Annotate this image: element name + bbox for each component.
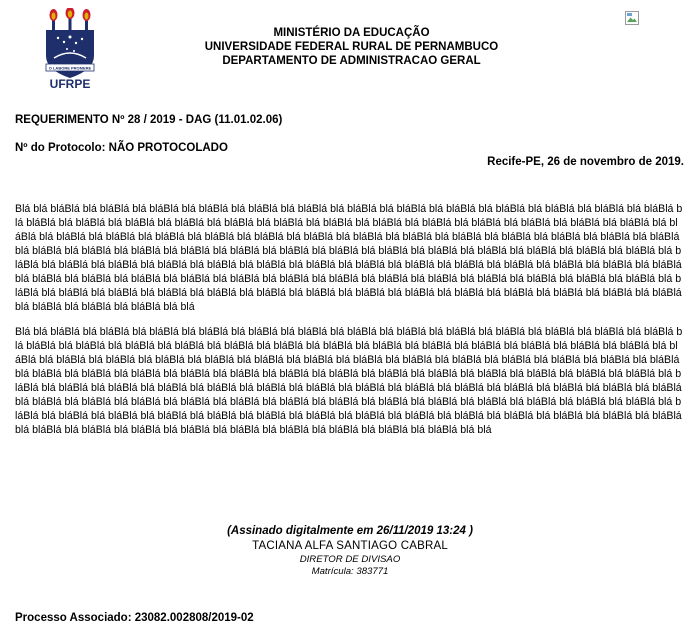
signer-role: DIRETOR DE DIVISAO xyxy=(299,554,401,565)
header-university: UNIVERSIDADE FEDERAL RURAL DE PERNAMBUCO xyxy=(204,41,499,53)
logo-banner-text: O LABORE PROMERE xyxy=(48,65,92,71)
document-header xyxy=(0,26,693,68)
logo-wordmark: UFRPE xyxy=(49,77,91,91)
signer-name: TACIANA ALFA SANTIAGO CABRAL xyxy=(252,540,448,552)
associated-process: Processo Associado: 23082.002808/2019-02 xyxy=(15,612,254,624)
requerimento-title: REQUERIMENTO Nº 28 / 2019 - DAG (11.01.02.06) xyxy=(15,114,283,126)
protocol-number: Nº do Protocolo: NÃO PROTOCOLADO xyxy=(15,142,228,154)
broken-image-icon xyxy=(624,10,640,26)
header-ministry: MINISTÉRIO DA EDUCAÇÃO xyxy=(273,27,430,39)
signature-timestamp: (Assinado digitalmente em 26/11/2019 13:24 ) xyxy=(227,525,473,537)
body-paragraph: Blá blá bláBlá blá bláBlá blá bláBlá blá bláBlá blá bláBlá blá bláBlá blá bláBlá blá bláBlá blá bláBlá blá bláBlá blá bláBlá blá bláBlá blá bláBlá blá bláBlá blá bláBlá blá bláBlá blá bláBlá blá bláBlá blá bláBlá blá bláBlá blá bláBlá blá bláBlá blá bláBlá blá bláBlá blá bláBlá blá bláBlá blá bláBlá blá bláBlá blá bláBlá blá bláBlá blá bláBlá blá bláBlá blá bláBlá blá bláBlá blá bláBlá blá bláBlá blá bláBlá blá bláBlá blá bláBlá blá bláBlá blá bláBlá blá bláBlá blá bláBlá blá bláBlá blá bláBlá blá bláBlá blá bláBlá blá bláBlá blá bláBlá blá bláBlá blá bláBlá blá bláBlá blá bláBlá blá bláBlá blá bláBlá blá bláBlá blá bláBlá blá bláBlá blá bláBlá blá bláBlá blá bláBlá blá bláBlá blá bláBlá blá bláBlá blá bláBlá blá bláBlá blá bláBlá blá bláBlá blá bláBlá blá bláBlá blá bláBlá blá bláBlá blá bláBlá blá bláBlá blá bláBlá blá bláBlá blá bláBlá blá bláBlá blá bláBlá blá bláBlá blá bláBlá blá bláBlá blá bláBlá blá bláBlá blá bláBlá blá bláBlá blá bláBlá blá bláBlá blá bláBlá blá bláBlá blá bláBlá blá bláBlá blá bláBlá blá bláBlá blá bláBlá blá bláBlá blá bláBlá blá bláBlá blá bláBlá blá bláBlá blá bláBlá blá bláBlá blá bláBlá blá blá xyxy=(15,326,683,436)
document-date: Recife-PE, 26 de novembro de 2019. xyxy=(487,156,684,168)
body-paragraph: Blá blá bláBlá blá bláBlá blá bláBlá blá bláBlá blá bláBlá blá bláBlá blá bláBlá blá bláBlá blá bláBlá blá bláBlá blá bláBlá blá bláBlá blá bláBlá blá bláBlá blá bláBlá blá bláBlá blá bláBlá blá bláBlá blá bláBlá blá bláBlá blá bláBlá blá bláBlá blá bláBlá blá bláBlá blá bláBlá blá bláBlá blá bláBlá blá bláBlá blá bláBlá blá bláBlá blá bláBlá blá bláBlá blá bláBlá blá bláBlá blá bláBlá blá bláBlá blá bláBlá blá bláBlá blá bláBlá blá bláBlá blá bláBlá blá bláBlá blá bláBlá blá bláBlá blá bláBlá blá bláBlá blá bláBlá blá bláBlá blá bláBlá blá bláBlá blá bláBlá blá bláBlá blá bláBlá blá bláBlá blá bláBlá blá bláBlá blá bláBlá blá bláBlá blá bláBlá blá bláBlá blá bláBlá blá bláBlá blá bláBlá blá bláBlá blá bláBlá blá bláBlá blá bláBlá blá bláBlá blá bláBlá blá bláBlá blá bláBlá blá bláBlá blá bláBlá blá bláBlá blá bláBlá blá bláBlá blá bláBlá blá bláBlá blá bláBlá blá bláBlá blá bláBlá blá bláBlá blá bláBlá blá bláBlá blá bláBlá blá bláBlá blá bláBlá blá bláBlá blá bláBlá blá bláBlá blá bláBlá blá bláBlá blá bláBlá blá bláBlá blá bláBlá blá bláBlá blá bláBlá blá blá xyxy=(15,203,683,313)
signer-matricula: Matrícula: 383771 xyxy=(311,566,389,577)
header-department: DEPARTAMENTO DE ADMINISTRACAO GERAL xyxy=(222,55,481,67)
